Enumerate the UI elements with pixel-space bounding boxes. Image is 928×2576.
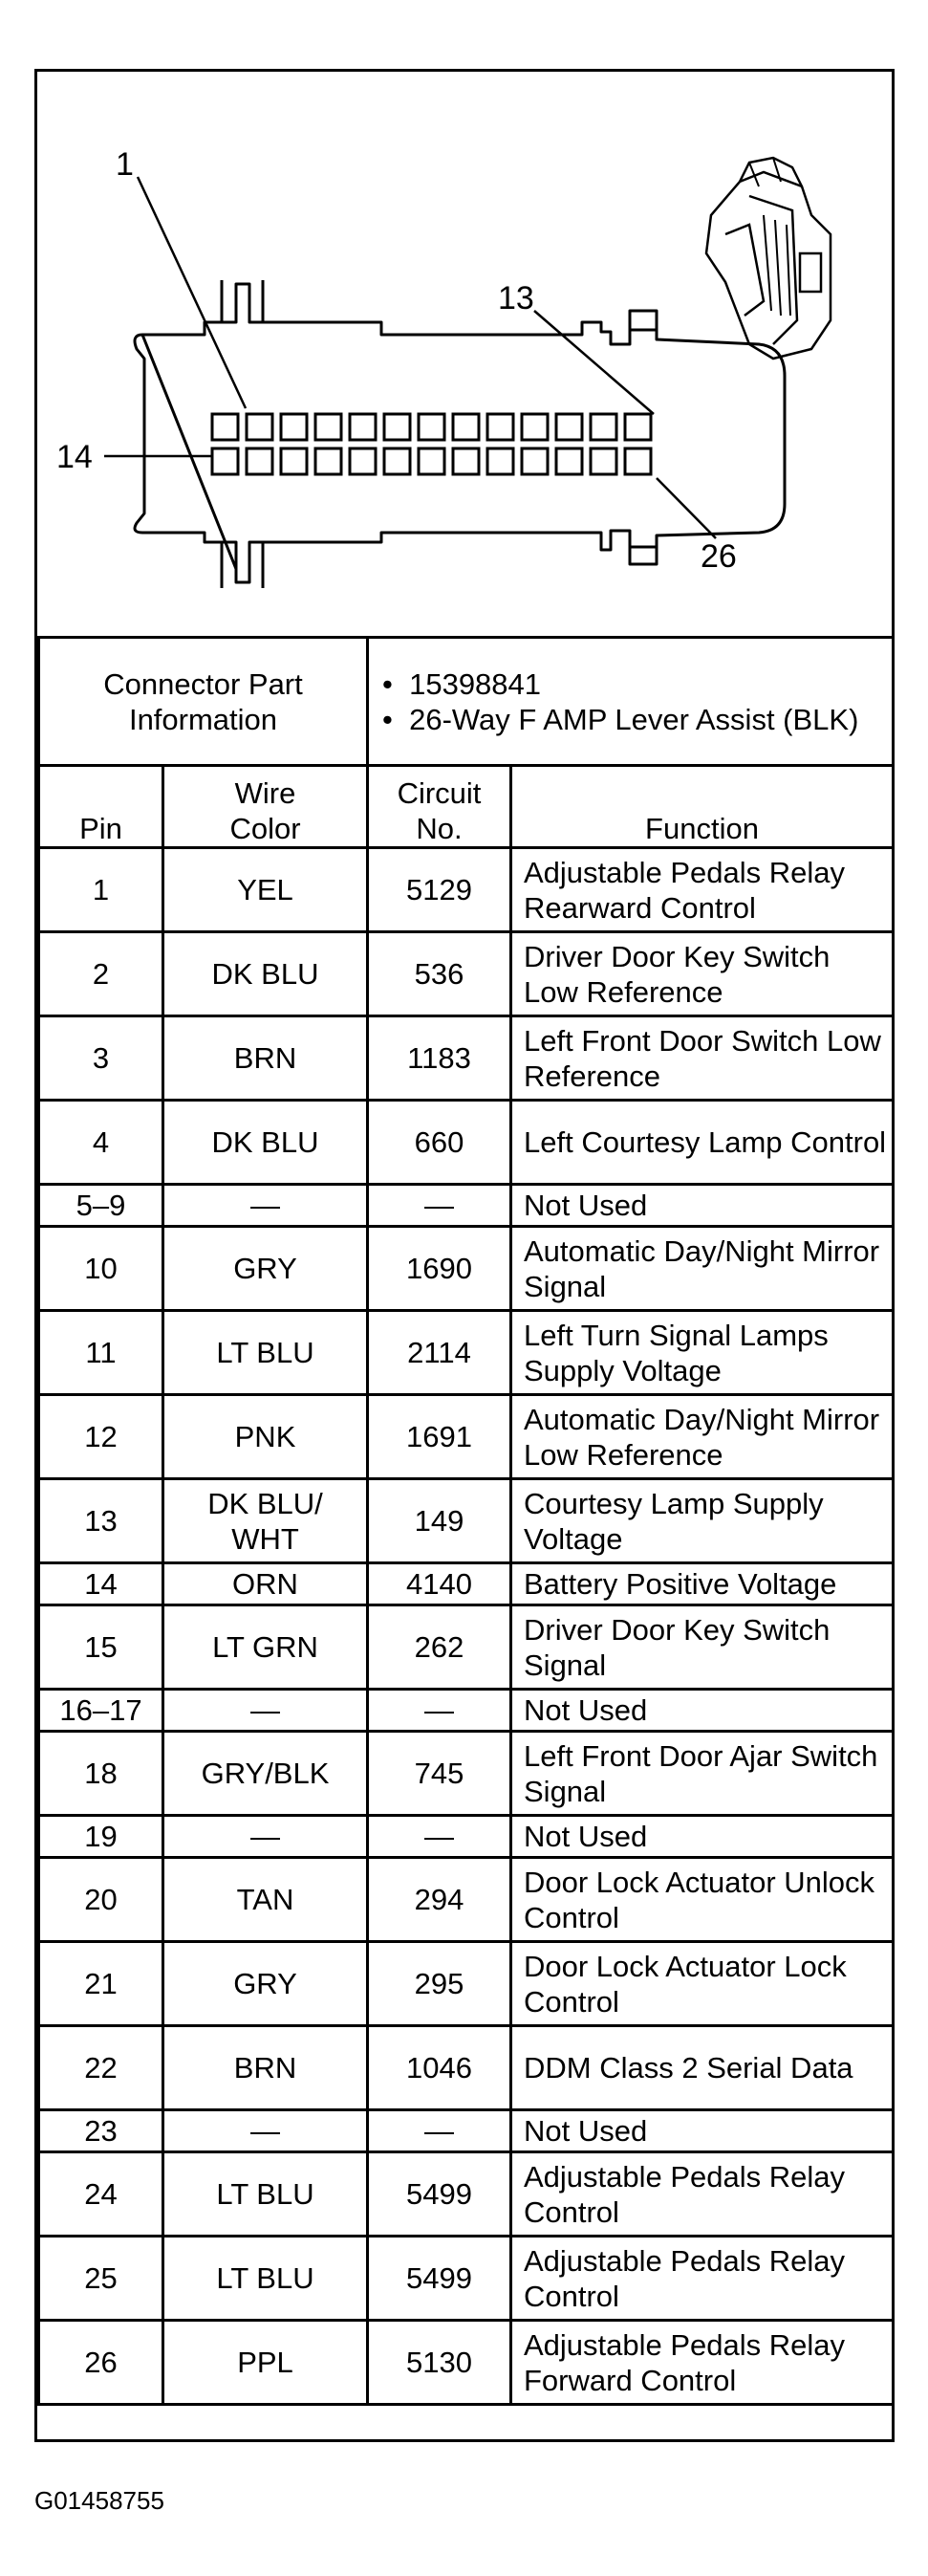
pin-cavity <box>419 448 444 474</box>
table-row <box>39 2026 894 2110</box>
pin-cell: 16–17 <box>39 1690 163 1732</box>
wire-color-cell: ORN <box>163 1563 368 1605</box>
wire-color-cell: TAN <box>163 1858 368 1942</box>
connector-frame <box>34 69 895 2442</box>
table-body <box>39 848 894 2405</box>
leader-lines <box>104 177 716 538</box>
function-cell: Left Turn Signal Lamps Supply Voltage <box>511 1311 894 1395</box>
circuit-cell: — <box>368 1816 511 1858</box>
pin-cell: 18 <box>39 1732 163 1816</box>
circuit-cell: 294 <box>368 1858 511 1942</box>
function-cell: Automatic Day/Night Mirror Low Reference <box>511 1395 894 1479</box>
table-row <box>39 932 894 1016</box>
function-cell: Door Lock Actuator Lock Control <box>511 1942 894 2026</box>
function-cell: Adjustable Pedals Relay Forward Control <box>511 2321 894 2405</box>
pin-cell: 15 <box>39 1605 163 1690</box>
function-cell: DDM Class 2 Serial Data <box>511 2026 894 2110</box>
pin-cavity <box>315 414 341 440</box>
pin-cavity <box>212 448 238 474</box>
wire-color-cell: — <box>163 1816 368 1858</box>
pin-cavity <box>591 414 616 440</box>
table-row <box>39 1858 894 1942</box>
pin-cell: 25 <box>39 2237 163 2321</box>
pin-cell: 1 <box>39 848 163 932</box>
pin-cavity <box>419 414 444 440</box>
pin-cavity <box>556 448 582 474</box>
table-row <box>39 1942 894 2026</box>
table-row <box>39 1185 894 1227</box>
circuit-cell: 660 <box>368 1101 511 1185</box>
wire-color-cell: BRN <box>163 1016 368 1101</box>
pin-cavity <box>625 448 651 474</box>
pin-cavity <box>281 448 307 474</box>
pin-cell: 21 <box>39 1942 163 2026</box>
pin-cell: 10 <box>39 1227 163 1311</box>
col-header-circuit: Circuit No. <box>368 766 511 848</box>
connector-info-items <box>368 638 894 766</box>
pin-cavity <box>350 414 376 440</box>
pin-cell: 2 <box>39 932 163 1016</box>
function-cell: Not Used <box>511 1185 894 1227</box>
wire-color-cell: — <box>163 1690 368 1732</box>
pin-cavity <box>281 414 307 440</box>
table-row <box>39 1479 894 1563</box>
function-cell: Courtesy Lamp Supply Voltage <box>511 1479 894 1563</box>
circuit-cell: 745 <box>368 1732 511 1816</box>
connector-face-drawing <box>37 72 892 636</box>
pin-cavity <box>453 448 479 474</box>
table-row <box>39 1563 894 1605</box>
col-header-wire: Wire Color <box>163 766 368 848</box>
circuit-cell: 262 <box>368 1605 511 1690</box>
pin-cell: 22 <box>39 2026 163 2110</box>
wire-color-cell: DK BLU/ WHT <box>163 1479 368 1563</box>
connector-body-outline <box>135 294 785 569</box>
pin-cell: 12 <box>39 1395 163 1479</box>
pin-cavity <box>247 448 272 474</box>
right-top-latch <box>630 311 657 330</box>
wire-color-cell: BRN <box>163 2026 368 2110</box>
wire-color-cell: PNK <box>163 1395 368 1479</box>
pin-cavity <box>522 448 548 474</box>
circuit-cell: 1046 <box>368 2026 511 2110</box>
circuit-cell: 149 <box>368 1479 511 1563</box>
function-cell: Adjustable Pedals Relay Rearward Control <box>511 848 894 932</box>
pin-cavity <box>453 414 479 440</box>
pin-cell: 5–9 <box>39 1185 163 1227</box>
wire-color-cell: LT GRN <box>163 1605 368 1690</box>
circuit-cell: — <box>368 1690 511 1732</box>
table-row <box>39 2237 894 2321</box>
circuit-cell: — <box>368 1185 511 1227</box>
table-row <box>39 1605 894 1690</box>
table-row <box>39 2321 894 2405</box>
pin-cavity <box>591 448 616 474</box>
table-row <box>39 1311 894 1395</box>
connector-perspective-icon <box>706 158 831 359</box>
cavity-grid <box>212 414 651 474</box>
wire-color-cell: YEL <box>163 848 368 932</box>
connector-info-row <box>39 638 894 766</box>
table-row <box>39 2110 894 2152</box>
pin-cell: 23 <box>39 2110 163 2152</box>
pin-cell: 14 <box>39 1563 163 1605</box>
function-cell: Left Front Door Ajar Switch Signal <box>511 1732 894 1816</box>
pin-cell: 26 <box>39 2321 163 2405</box>
wire-color-cell: LT BLU <box>163 2237 368 2321</box>
table-row <box>39 1016 894 1101</box>
wire-color-cell: GRY/BLK <box>163 1732 368 1816</box>
table-row <box>39 1227 894 1311</box>
pin-cavity <box>212 414 238 440</box>
pin-cavity <box>487 414 513 440</box>
function-cell: Left Front Door Switch Low Reference <box>511 1016 894 1101</box>
table-row <box>39 848 894 932</box>
wire-color-cell: PPL <box>163 2321 368 2405</box>
figure-id: G01458755 <box>34 2486 164 2515</box>
circuit-cell: 1183 <box>368 1016 511 1101</box>
function-cell: Driver Door Key Switch Low Reference <box>511 932 894 1016</box>
col-header-function: Function <box>511 766 894 848</box>
pin-cell: 24 <box>39 2152 163 2237</box>
table-header-row <box>39 766 894 848</box>
function-cell: Not Used <box>511 2110 894 2152</box>
right-bottom-latch <box>630 547 657 564</box>
pin-cell: 20 <box>39 1858 163 1942</box>
pin-cavity <box>384 414 410 440</box>
pin-cavity <box>487 448 513 474</box>
function-cell: Door Lock Actuator Unlock Control <box>511 1858 894 1942</box>
circuit-cell: 5130 <box>368 2321 511 2405</box>
callout-pin-14: 14 <box>56 439 93 475</box>
circuit-cell: — <box>368 2110 511 2152</box>
circuit-cell: 5499 <box>368 2152 511 2237</box>
circuit-cell: 1691 <box>368 1395 511 1479</box>
wire-color-cell: — <box>163 2110 368 2152</box>
function-cell: Adjustable Pedals Relay Control <box>511 2237 894 2321</box>
callout-pin-26: 26 <box>701 538 737 575</box>
function-cell: Adjustable Pedals Relay Control <box>511 2152 894 2237</box>
pin-cavity <box>522 414 548 440</box>
pin-cavity <box>247 414 272 440</box>
connector-face-svg <box>37 72 892 636</box>
function-cell: Not Used <box>511 1816 894 1858</box>
function-cell: Left Courtesy Lamp Control <box>511 1101 894 1185</box>
pin-cell: 19 <box>39 1816 163 1858</box>
leader-line-1 <box>138 177 246 408</box>
circuit-cell: 5499 <box>368 2237 511 2321</box>
table-row <box>39 1690 894 1732</box>
function-cell: Battery Positive Voltage <box>511 1563 894 1605</box>
table-row <box>39 1816 894 1858</box>
wire-color-cell: LT BLU <box>163 2152 368 2237</box>
wire-color-cell: GRY <box>163 1227 368 1311</box>
circuit-cell: 295 <box>368 1942 511 2026</box>
wire-color-cell: — <box>163 1185 368 1227</box>
pin-cell: 11 <box>39 1311 163 1395</box>
col-header-pin: Pin <box>39 766 163 848</box>
leader-line-13 <box>534 311 654 414</box>
pin-cavity <box>556 414 582 440</box>
pin-cavity <box>625 414 651 440</box>
connector-info-label: Connector Part Information <box>39 638 368 766</box>
table-row <box>39 1732 894 1816</box>
function-cell: Automatic Day/Night Mirror Signal <box>511 1227 894 1311</box>
function-cell: Not Used <box>511 1690 894 1732</box>
callout-pin-1: 1 <box>116 146 134 183</box>
callout-pin-13: 13 <box>498 280 534 317</box>
pin-cavity <box>350 448 376 474</box>
top-latch <box>236 284 249 322</box>
wire-color-cell: DK BLU <box>163 932 368 1016</box>
pin-cell: 3 <box>39 1016 163 1101</box>
wire-color-cell: DK BLU <box>163 1101 368 1185</box>
pin-cavity <box>384 448 410 474</box>
part-number: • 15398841 <box>382 666 542 701</box>
connector-description: • 26-Way F AMP Lever Assist (BLK) <box>382 702 859 736</box>
circuit-cell: 5129 <box>368 848 511 932</box>
wire-color-cell: LT BLU <box>163 1311 368 1395</box>
function-cell: Driver Door Key Switch Signal <box>511 1605 894 1690</box>
pin-cavity <box>315 448 341 474</box>
table-row <box>39 1101 894 1185</box>
circuit-cell: 1690 <box>368 1227 511 1311</box>
pinout-table <box>37 636 895 2406</box>
pin-cell: 13 <box>39 1479 163 1563</box>
table-row <box>39 1395 894 1479</box>
circuit-cell: 2114 <box>368 1311 511 1395</box>
table-row <box>39 2152 894 2237</box>
top-ears <box>222 280 263 322</box>
circuit-cell: 536 <box>368 932 511 1016</box>
leader-line-26 <box>657 478 716 538</box>
wire-color-cell: GRY <box>163 1942 368 2026</box>
pin-cell: 4 <box>39 1101 163 1185</box>
circuit-cell: 4140 <box>368 1563 511 1605</box>
